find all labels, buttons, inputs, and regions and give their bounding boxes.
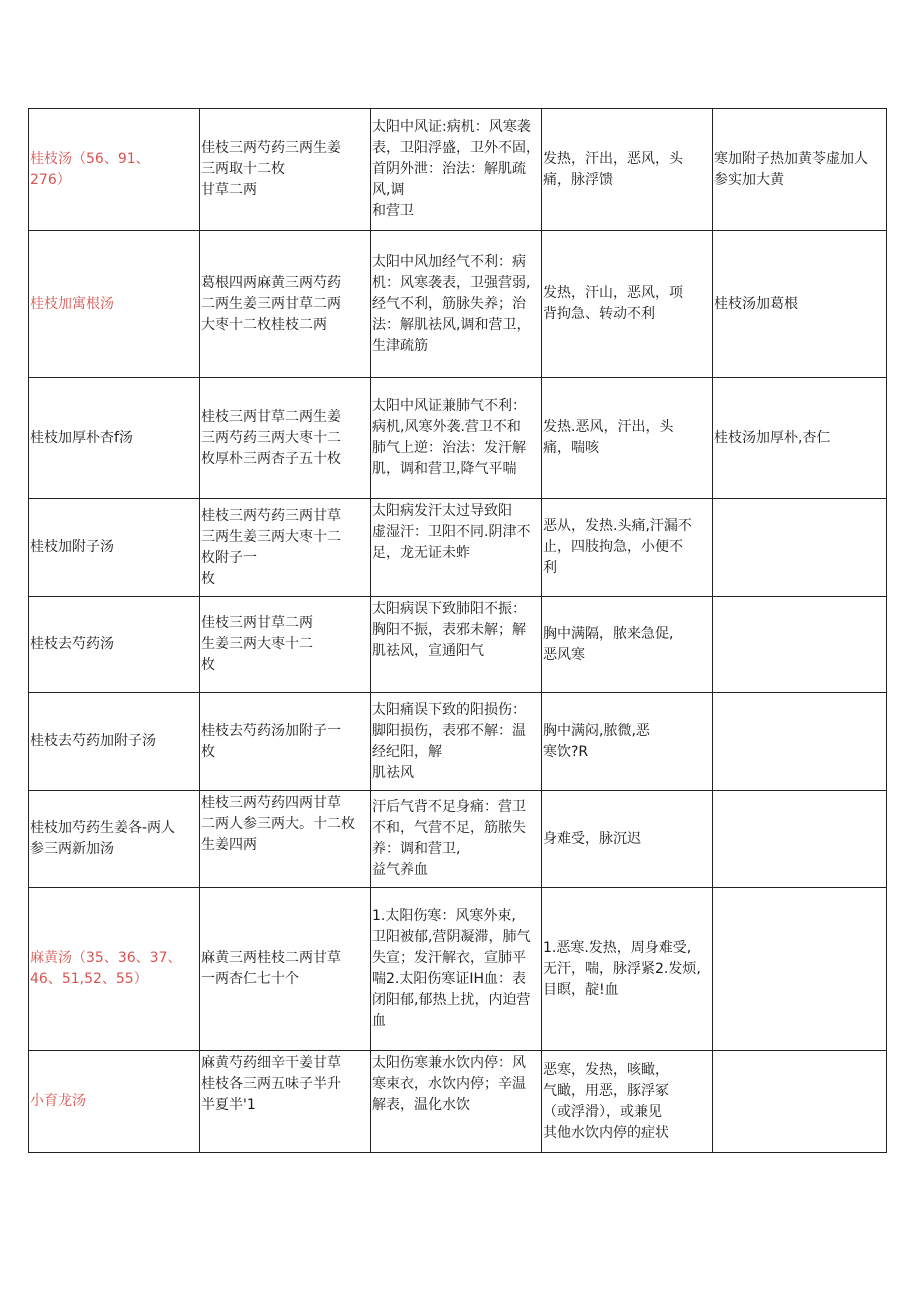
composition-cell xyxy=(200,1051,371,1153)
formula-name-cell xyxy=(29,1051,200,1153)
composition-text: 桂枝去芍药汤加附子一 枚 xyxy=(201,722,341,760)
formula-name-cell xyxy=(29,693,200,791)
pathology-cell xyxy=(371,791,542,888)
modification-cell xyxy=(713,378,887,499)
table-row xyxy=(29,378,887,499)
modification-cell xyxy=(713,888,887,1051)
composition-text: 桂枝三两芍药四两甘草 二两人参三两大。十二枚 生姜四两 xyxy=(201,795,355,853)
table-row xyxy=(29,693,887,791)
symptoms-cell xyxy=(542,231,713,378)
formula-name-cell xyxy=(29,597,200,693)
symptoms-text: 发热，汗出，恶风，头 痛，脉浮馈 xyxy=(543,150,683,188)
symptoms-text: 恶寒，发热，咳瞰， 气瞰，用恶，豚浮冢 （或浮滑），或兼见 其他水饮内停的症状 xyxy=(543,1061,669,1141)
pathology-text: 太阳伤寒兼水饮内停：风 寒束衣，水饮内停；辛温 解表，温化水饮 xyxy=(372,1055,526,1113)
formula-name: 小育龙汤 xyxy=(30,1093,86,1109)
formula-name: 麻黄汤（35、36、37、 46、51,52、55） xyxy=(30,950,182,987)
formula-name-cell xyxy=(29,791,200,888)
composition-text: 葛根四两麻黄三两芍药 二两生姜三两甘草二两 大枣十二枚桂枝二两 xyxy=(201,274,341,333)
pathology-text: 太阳中风证:病机：风寒袭 表，卫阳浮盛，卫外不固， 首阴外泄：治法：解肌疏 风,调 和营卫 xyxy=(372,119,540,219)
composition-cell xyxy=(200,231,371,378)
table-row xyxy=(29,231,887,378)
pathology-cell xyxy=(371,109,542,231)
composition-cell xyxy=(200,378,371,499)
formula-name: 桂枝去芍药汤 xyxy=(30,636,114,652)
formula-name-cell xyxy=(29,231,200,378)
modification-cell xyxy=(713,1051,887,1153)
symptoms-cell xyxy=(542,693,713,791)
composition-cell xyxy=(200,888,371,1051)
symptoms-text: 胸中满闷,脓微,恶 寒饮?R xyxy=(543,722,650,760)
composition-cell xyxy=(200,693,371,791)
composition-cell xyxy=(200,109,371,231)
modification-cell xyxy=(713,109,887,231)
pathology-text: 太阳痛误下致的阳损伤： 脚阳损伤，表邪不解：温 经纪阳，解 肌祛风 xyxy=(372,701,526,781)
modification-cell xyxy=(713,791,887,888)
symptoms-text: 胸中满隔，脓来急促, 恶风寒 xyxy=(543,625,674,663)
table-row xyxy=(29,109,887,231)
modification-text: 桂枝汤加厚朴,杏仁 xyxy=(714,429,831,446)
table-body xyxy=(29,109,887,1153)
formula-name: 桂枝加厚朴杏f汤 xyxy=(30,429,133,446)
symptoms-cell xyxy=(542,109,713,231)
formula-name: 桂枝加寓根汤 xyxy=(30,295,114,312)
symptoms-text: 发热，汗山，恶风，项 背拘急、转动不利 xyxy=(543,285,683,322)
modification-text: 寒加附子热加黄苓虚加人 参实加大黄 xyxy=(714,150,868,188)
symptoms-cell xyxy=(542,1051,713,1153)
table-row xyxy=(29,499,887,597)
composition-cell xyxy=(200,597,371,693)
symptoms-text: 1.恶寒.发热，周身难受, 无汗，喘，脉浮紧2.发烦, 目瞑，靛!血 xyxy=(543,939,701,998)
pathology-text: 太阳病发汗太过导致阳 虚湿汗：卫阳不同.阴津不 足，龙无证未蚱 xyxy=(372,503,531,561)
composition-text: 桂枝三两芍药三两甘草 三两生姜三两大枣十二 枚附子一 枚 xyxy=(201,507,341,587)
symptoms-cell xyxy=(542,499,713,597)
symptoms-text: 身难受，脉沉迟 xyxy=(543,830,641,847)
formula-name: 桂枝去芍药加附子汤 xyxy=(30,733,156,749)
formula-name: 桂枝加附子汤 xyxy=(30,539,114,555)
pathology-cell xyxy=(371,888,542,1051)
composition-text: 佳枝三两甘草二两 生姜三两大枣十二 枚 xyxy=(201,615,313,673)
modification-cell xyxy=(713,499,887,597)
pathology-text: 太阳中风证兼肺气不利： 病机,风寒外袭.营卫不和 肺气上逆：治法：发汗解 肌，调和营卫,降气平喘 xyxy=(372,398,526,477)
composition-cell xyxy=(200,499,371,597)
pathology-cell xyxy=(371,231,542,378)
modification-cell xyxy=(713,693,887,791)
symptoms-text: 发热.恶风，汗出，头 痛，喘咳 xyxy=(543,419,674,456)
table-row xyxy=(29,791,887,888)
table-row xyxy=(29,1051,887,1153)
pathology-cell xyxy=(371,1051,542,1153)
symptoms-cell xyxy=(542,791,713,888)
table-row xyxy=(29,597,887,693)
pathology-cell xyxy=(371,597,542,693)
table-row xyxy=(29,888,887,1051)
pathology-cell xyxy=(371,693,542,791)
composition-text: 麻黄芍药细辛干姜甘草 桂枝各三两五味子半升 半夏半'1 xyxy=(201,1055,341,1113)
formula-table xyxy=(28,108,887,1153)
pathology-text: 太阳中风加经气不利：病 机：风寒袭表，卫强营弱, 经气不利，筋脉失养；治 法：解肌祛风,调和营卫， 生津疏筋 xyxy=(372,253,531,354)
pathology-text: 1.太阳伤寒：风寒外束, 卫阳被郁,营阴凝滞，肺气 失宣；发汗解衣，宣肺平 喘2.太阳伤寒证IH血：表 闭阳郁,郁热上扰，内迫营 血 xyxy=(372,908,531,1029)
formula-name: 桂枝加芍药生姜各-两人 参三两新加汤 xyxy=(30,820,176,857)
modification-cell xyxy=(713,231,887,378)
symptoms-cell xyxy=(542,597,713,693)
composition-text: 桂枝三两甘草二两生姜 三两芍药三两大枣十二 枚厚朴三两杏子五十枚 xyxy=(201,408,341,467)
modification-cell xyxy=(713,597,887,693)
pathology-cell xyxy=(371,499,542,597)
composition-text: 麻黄三两桂枝二两甘草 一两杏仁七十个 xyxy=(201,950,341,987)
pathology-text: 汗后气背不足身痛：营卫 不和，气营不足，筋脓失 养：调和营卫, 益气养血 xyxy=(372,799,526,878)
formula-name-cell xyxy=(29,378,200,499)
formula-name-cell xyxy=(29,109,200,231)
pathology-text: 太阳病误下致肺阳不振： 胸阳不振，表邪未解；解 肌祛风，宣通阳气 xyxy=(372,601,526,659)
formula-name-cell xyxy=(29,888,200,1051)
symptoms-cell xyxy=(542,888,713,1051)
composition-text: 佳枝三两芍药三两生姜 三两取十二枚 甘草二两 xyxy=(201,140,341,198)
symptoms-text: 恶从，发热.头痛,汗漏不 止，四肢拘急，小便不 利 xyxy=(543,518,692,576)
formula-name-cell xyxy=(29,499,200,597)
composition-cell xyxy=(200,791,371,888)
formula-name: 桂枝汤（56、91、 276） xyxy=(30,150,150,188)
pathology-cell xyxy=(371,378,542,499)
modification-text: 桂枝汤加葛根 xyxy=(714,295,798,312)
symptoms-cell xyxy=(542,378,713,499)
